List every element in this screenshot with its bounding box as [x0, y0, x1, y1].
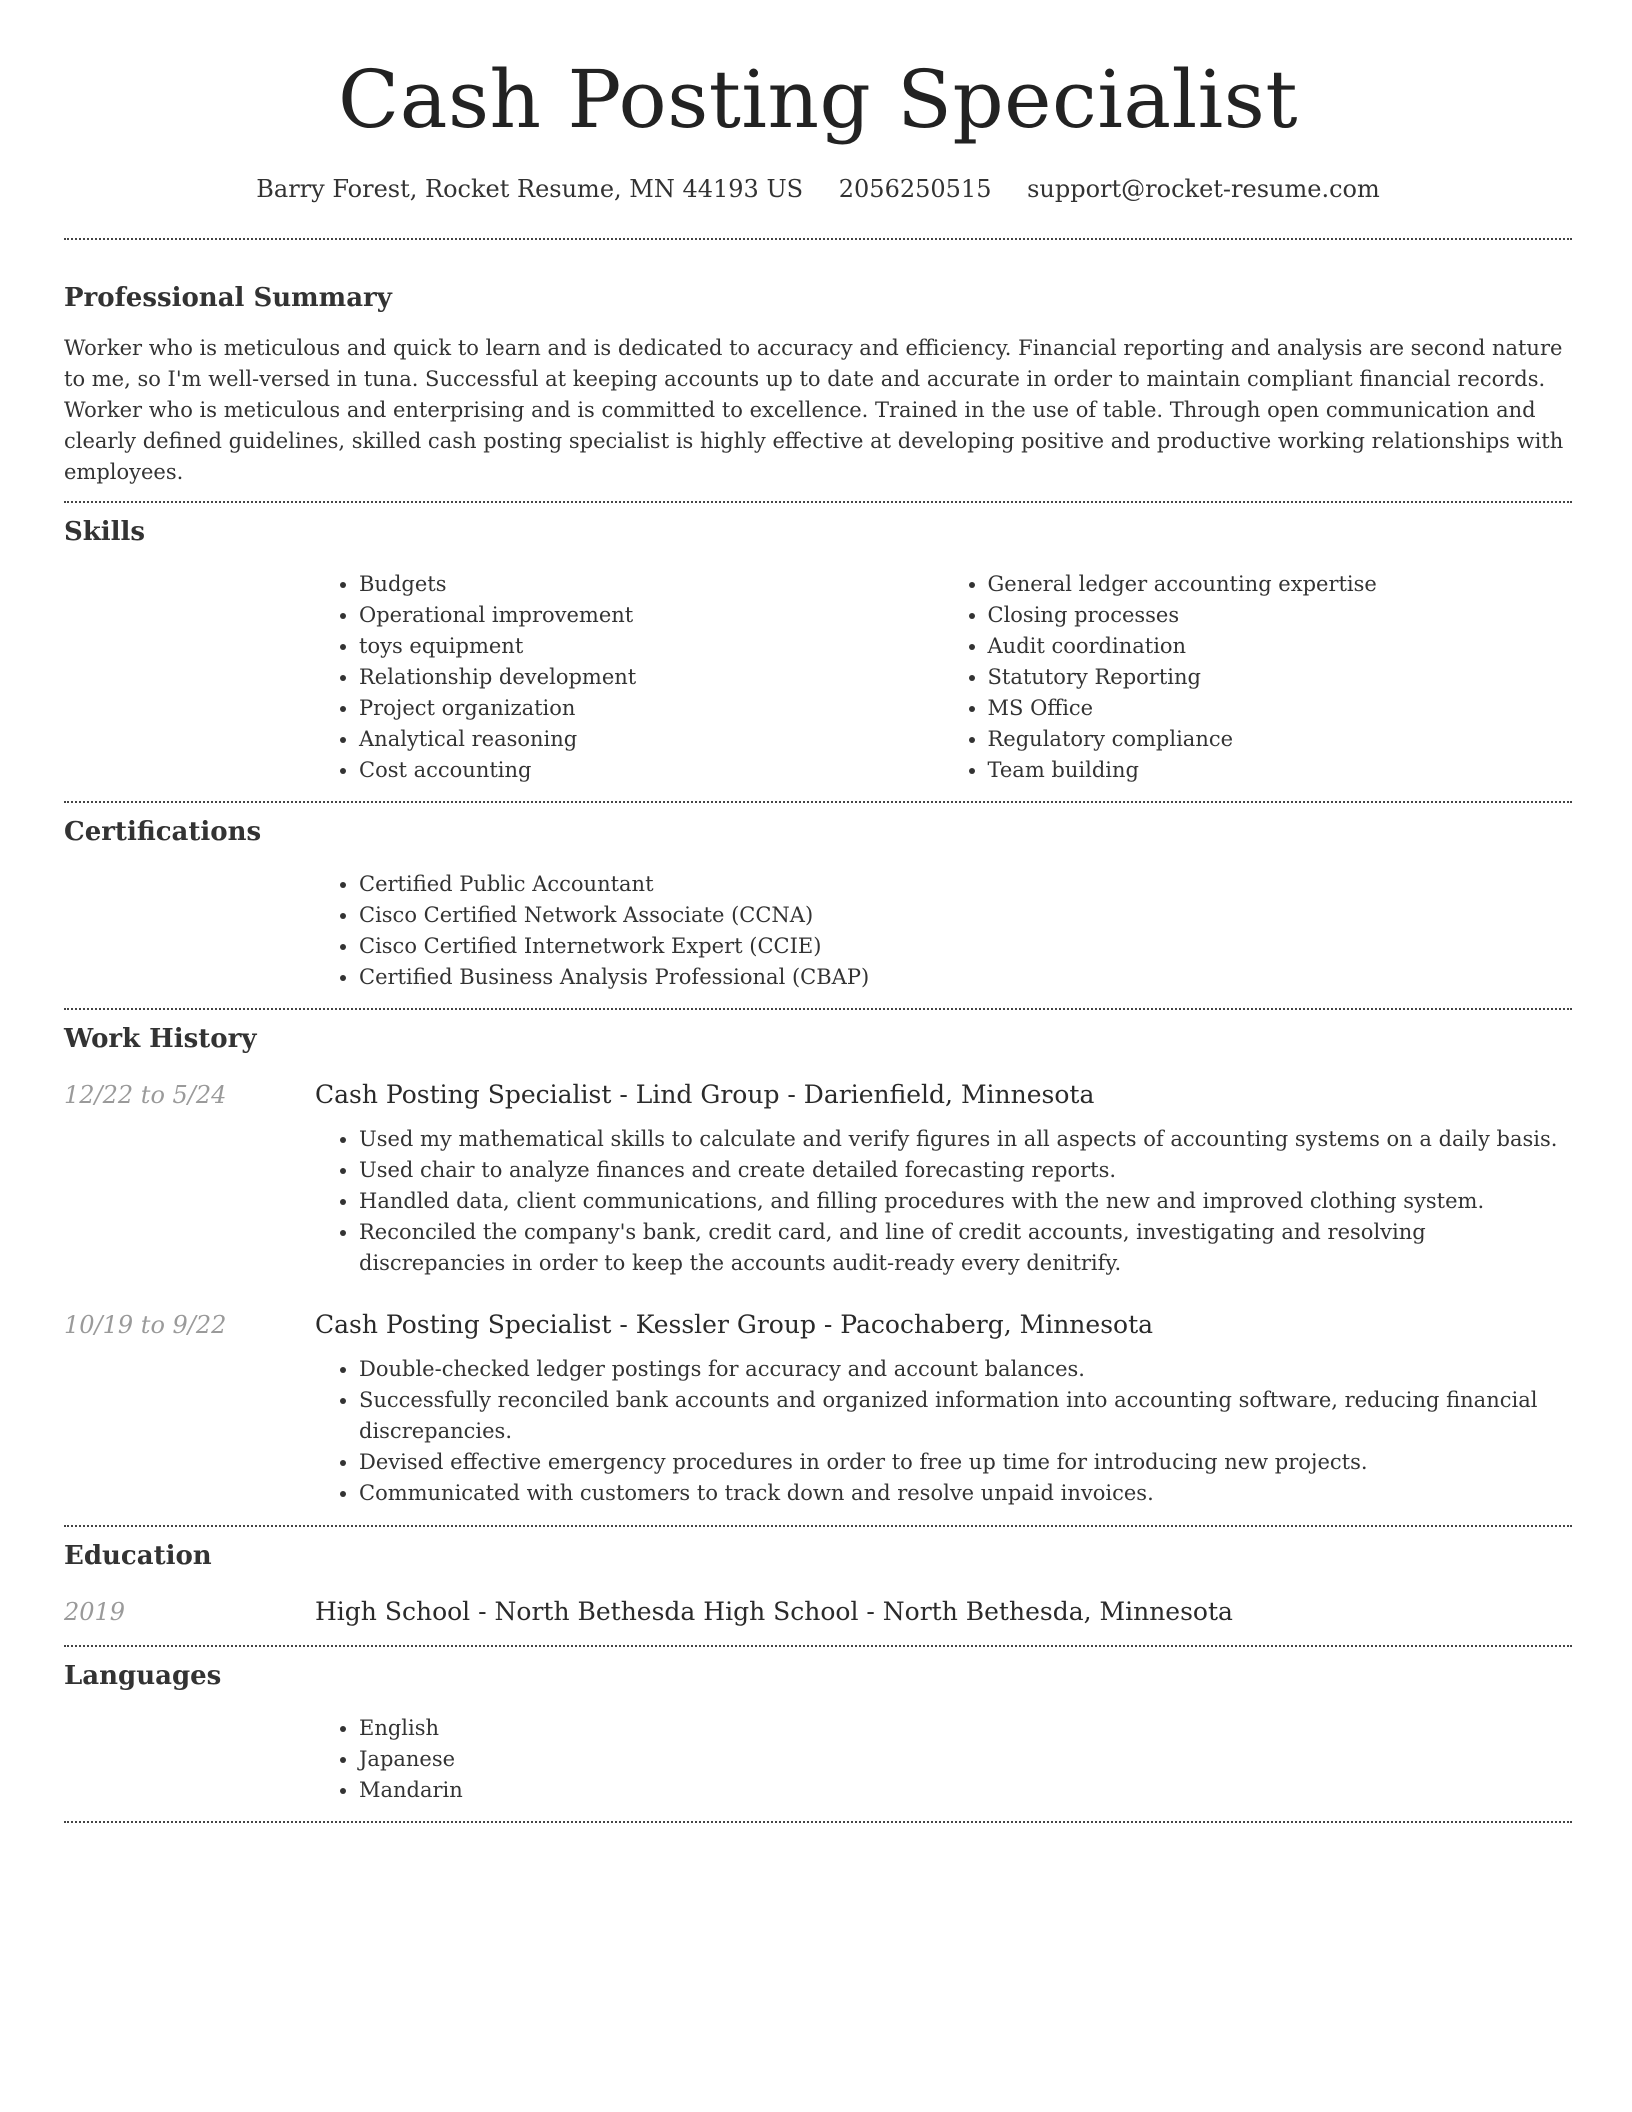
job-dates: 12/22 to 5/24 [64, 1081, 227, 1109]
job-bullets [315, 1124, 1572, 1279]
contact-email: support@rocket-resume.com [1027, 175, 1380, 203]
education-title: High School - North Bethesda High School - North Bethesda, Minnesota [315, 1597, 1233, 1626]
divider [64, 801, 1572, 803]
job-bullet: • Devised effective emergency procedures in order to free up time for introducing new projects. [359, 1447, 1572, 1478]
language-item: • Japanese [359, 1744, 1572, 1775]
skills-section [64, 515, 1572, 786]
skill-item: • Statutory Reporting [988, 662, 1573, 693]
job-bullet: • Reconciled the company's bank, credit card, and line of credit accounts, investigating and resolving discrepancies in order to keep the accounts audit-ready every denitrify. [359, 1217, 1572, 1279]
certification-item: • Cisco Certified Network Associate (CCNA) [359, 900, 1572, 931]
languages-section [64, 1659, 1572, 1806]
skills-grid [315, 569, 1572, 786]
skill-item: • Relationship development [359, 662, 944, 693]
skill-item: • Team building [988, 755, 1573, 786]
divider [64, 1008, 1572, 1010]
divider [64, 1821, 1572, 1823]
skill-item: • Budgets [359, 569, 944, 600]
education-year: 2019 [64, 1598, 126, 1626]
section-heading-work: Work History [64, 1024, 257, 1054]
education-section [64, 1539, 1572, 1629]
language-item: • Mandarin [359, 1775, 1572, 1806]
skill-item: • Analytical reasoning [359, 724, 944, 755]
skill-item: • Project organization [359, 693, 944, 724]
certification-item: • Certified Public Accountant [359, 869, 1572, 900]
skill-item: • MS Office [988, 693, 1573, 724]
skill-item: • Cost accounting [359, 755, 944, 786]
job-header [64, 1078, 1572, 1112]
job-header [64, 1308, 1572, 1342]
job-bullets [315, 1354, 1572, 1509]
certification-item: • Certified Business Analysis Professional (CBAP) [359, 962, 1572, 993]
divider [64, 1525, 1572, 1527]
certifications-section [64, 815, 1572, 993]
work-history-section [64, 1022, 1572, 1509]
job-bullet: • Communicated with customers to track down and resolve unpaid invoices. [359, 1478, 1572, 1509]
resume-page [64, 0, 1572, 1823]
contact-address: Barry Forest, Rocket Resume, MN 44193 US [256, 175, 804, 203]
summary-text: Worker who is meticulous and quick to learn and is dedicated to accuracy and efficiency. Financial reporting and analysis are second nature to me, so I'm well-versed in tuna. Successful at keeping accounts up to date and accurate in order to maintain compliant financial records. Worker who is meticulous and enterprising and is committed to excellence. Trained in the use of table. Through open communication and clearly defined guidelines, skilled cash posting specialist is highly effective at developing positive and productive working relationships with employees. [64, 336, 1564, 484]
job-entry [64, 1308, 1572, 1509]
language-item: • English [359, 1713, 1572, 1744]
job-bullet: • Double-checked ledger postings for accuracy and account balances. [359, 1354, 1572, 1385]
skill-item: • Audit coordination [988, 631, 1573, 662]
job-title: Cash Posting Specialist - Lind Group - Darienfield, Minnesota [315, 1080, 1095, 1109]
contact-line [64, 174, 1572, 204]
skill-item: • Operational improvement [359, 600, 944, 631]
job-bullet: • Used chair to analyze finances and create detailed forecasting reports. [359, 1155, 1572, 1186]
certification-item: • Cisco Certified Internetwork Expert (CCIE) [359, 931, 1572, 962]
job-entry [64, 1078, 1572, 1279]
divider [64, 501, 1572, 503]
languages-list [315, 1713, 1572, 1806]
education-entry [64, 1595, 1572, 1629]
job-bullet: • Used my mathematical skills to calculate and verify figures in all aspects of accounting systems on a daily basis. [359, 1124, 1572, 1155]
job-dates: 10/19 to 9/22 [64, 1311, 227, 1339]
skills-list-left [315, 569, 944, 786]
contact-phone: 2056250515 [838, 175, 992, 203]
section-heading-skills: Skills [64, 517, 146, 547]
skill-item: • Closing processes [988, 600, 1573, 631]
certifications-list [315, 869, 1572, 993]
skill-item: • toys equipment [359, 631, 944, 662]
job-bullet: • Successfully reconciled bank accounts and organized information into accounting software, reducing financial discrepancies. [359, 1385, 1572, 1447]
job-title: Cash Posting Specialist - Kessler Group - Pacochaberg, Minnesota [315, 1310, 1154, 1339]
section-heading-education: Education [64, 1541, 212, 1571]
job-bullet: • Handled data, client communications, and filling procedures with the new and improved clothing system. [359, 1186, 1572, 1217]
skill-item: • General ledger accounting expertise [988, 569, 1573, 600]
section-heading-certifications: Certifications [64, 817, 262, 847]
summary-section [64, 281, 1572, 488]
resume-title: Cash Posting Specialist [338, 53, 1298, 146]
divider [64, 1645, 1572, 1647]
section-heading-summary: Professional Summary [64, 283, 392, 313]
skills-list-right [944, 569, 1573, 786]
divider [64, 238, 1572, 240]
skill-item: • Regulatory compliance [988, 724, 1573, 755]
section-heading-languages: Languages [64, 1661, 222, 1691]
